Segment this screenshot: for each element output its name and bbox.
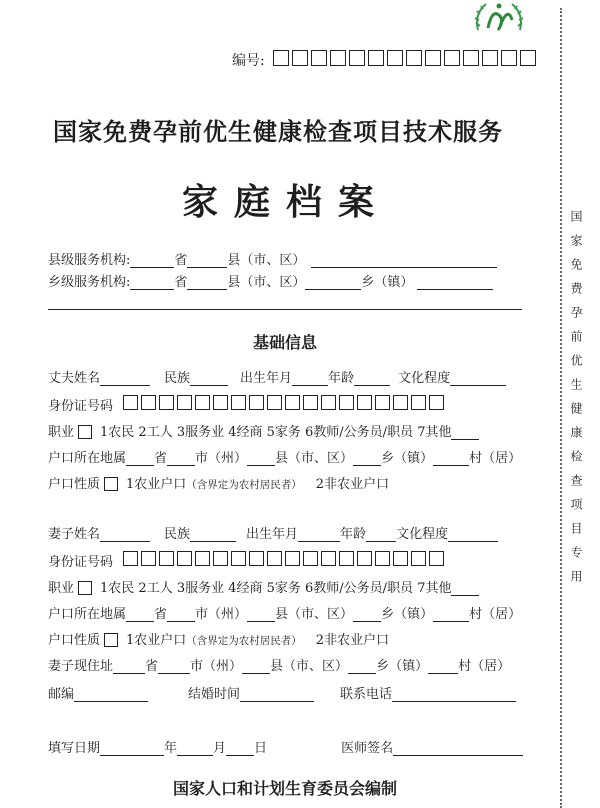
id-digit-box[interactable] [123,395,138,410]
id-digit-box[interactable] [375,551,390,566]
county-field[interactable] [187,276,227,290]
year-unit: 年 [164,741,178,756]
id-digit-box[interactable] [177,551,192,566]
id-digit-box[interactable] [321,395,336,410]
wife-birth-label: 出生年月 [246,527,299,542]
wife-ethnicity-field[interactable] [190,528,236,542]
binding-line [560,8,562,808]
id-digit-box[interactable] [285,551,300,566]
wife-hukou-type-row [48,630,389,648]
husband-basic-row [48,368,506,386]
husband-id-row [48,396,447,414]
county-unit: 县（市、区） [275,607,354,622]
wife-age-field[interactable] [366,528,396,542]
township-field[interactable] [305,276,361,290]
id-digit-box[interactable] [195,395,210,410]
husband-name-label: 丈夫姓名 [48,371,101,386]
township-institution-label: 乡级服务机构: [48,275,131,290]
province-field[interactable] [126,452,154,466]
province-unit: 省 [174,253,188,268]
city-unit: 市（州） [190,659,243,674]
hukou-option-non-agricultural: 2非农业户口 [315,477,390,492]
serial-digit-box[interactable] [444,50,460,66]
id-digit-box[interactable] [429,395,444,410]
id-digit-box[interactable] [393,551,408,566]
county-field[interactable] [247,452,275,466]
main-title: 国家免费孕前优生健康检查项目技术服务 [53,118,503,146]
serial-digit-box[interactable] [311,50,327,66]
id-digit-box[interactable] [141,551,156,566]
village-field[interactable] [433,452,469,466]
id-digit-box[interactable] [357,395,372,410]
id-digit-box[interactable] [195,551,210,566]
husband-occupation-other-field[interactable] [451,426,479,440]
serial-digit-box[interactable] [463,50,479,66]
serial-digit-box[interactable] [330,50,346,66]
id-digit-box[interactable] [303,395,318,410]
city-unit: 市（州） [195,451,248,466]
husband-id-boxes[interactable] [123,395,447,414]
phone-label: 联系电话 [340,687,393,702]
wife-education-label: 文化程度 [396,527,449,542]
id-digit-box[interactable] [213,395,228,410]
province-unit: 省 [154,607,168,622]
province-field[interactable] [130,254,174,268]
husband-birth-field[interactable] [292,372,328,386]
county-field[interactable] [247,608,275,622]
wife-education-field[interactable] [448,528,498,542]
divider [48,309,522,310]
county-institution-label: 县级服务机构: [48,253,131,268]
wife-name-label: 妻子姓名 [48,527,101,542]
wife-hukou-location-label: 户口所在地属 [48,607,127,622]
township-unit: 乡（镇） [381,607,434,622]
wife-id-label: 身份证号码 [48,555,114,570]
wife-occupation-checkbox[interactable] [78,581,92,595]
city-unit: 市（州） [195,607,248,622]
province-unit: 省 [145,659,159,674]
wife-id-row [48,552,447,570]
marriage-date-label: 结婚时间 [188,687,241,702]
husband-birth-label: 出生年月 [240,371,293,386]
id-digit-box[interactable] [213,551,228,566]
serial-digit-box[interactable] [482,50,498,66]
id-digit-box[interactable] [411,551,426,566]
id-digit-box[interactable] [429,551,444,566]
serial-digit-box[interactable] [425,50,441,66]
day-unit: 日 [254,741,268,756]
village-field[interactable] [428,660,458,674]
id-digit-box[interactable] [123,551,138,566]
wife-occupation-row [48,578,479,596]
serial-digit-box[interactable] [406,50,422,66]
fill-year-field[interactable] [100,742,164,756]
id-digit-box[interactable] [393,395,408,410]
county-unit: 县（市、区） [275,451,354,466]
wife-id-boxes[interactable] [123,551,447,570]
wife-birth-field[interactable] [298,528,340,542]
id-digit-box[interactable] [249,551,264,566]
id-digit-box[interactable] [231,395,246,410]
wife-name-field[interactable] [100,528,150,542]
serial-digit-box[interactable] [520,50,536,66]
side-label: 国家免费孕前优生健康检查项目专用 [569,210,583,594]
id-digit-box[interactable] [357,551,372,566]
husband-education-label: 文化程度 [398,371,451,386]
footer-publisher: 国家人口和计划生育委员会编制 [172,779,397,798]
id-digit-box[interactable] [267,395,282,410]
township-field[interactable] [348,660,376,674]
township-unit: 乡（镇） [361,275,414,290]
serial-digit-box[interactable] [292,50,308,66]
id-digit-box[interactable] [267,551,282,566]
husband-id-label: 身份证号码 [48,399,114,414]
husband-education-field[interactable] [450,372,506,386]
county-institution-row [48,250,497,268]
county-field[interactable] [187,254,227,268]
husband-occupation-options: 1农民 2工人 3服务业 4经商 5家务 6教师/公务员/职员 7其他 [100,425,452,440]
township-unit: 乡（镇） [381,451,434,466]
id-digit-box[interactable] [411,395,426,410]
husband-age-field[interactable] [354,372,390,386]
province-unit: 省 [154,451,168,466]
husband-hukou-checkbox[interactable] [104,477,118,491]
husband-ethnicity-field[interactable] [190,372,228,386]
wife-ethnicity-label: 民族 [164,527,191,542]
township-unit: 乡（镇） [376,659,429,674]
province-field[interactable] [126,608,154,622]
husband-hukou-type-label: 户口性质 [48,477,101,492]
program-logo [470,0,528,40]
document-title: 家庭档案 [181,182,390,223]
serial-boxes[interactable] [273,50,539,70]
hukou-option-agricultural: 1农业户口 [126,633,187,648]
postcode-field[interactable] [74,688,148,702]
id-digit-box[interactable] [249,395,264,410]
village-field[interactable] [433,608,469,622]
wife-residence-row [48,656,510,674]
wife-hukou-location-row [48,604,521,622]
husband-hukou-location-row [48,448,521,466]
county-field[interactable] [242,660,270,674]
city-field[interactable] [167,608,195,622]
husband-name-field[interactable] [100,372,150,386]
serial-digit-box[interactable] [349,50,365,66]
serial-digit-box[interactable] [501,50,517,66]
id-digit-box[interactable] [375,395,390,410]
id-digit-box[interactable] [285,395,300,410]
township-field[interactable] [353,452,381,466]
township-institution-row [48,272,493,290]
hukou-option-note: （含界定为农村居民者） [186,635,302,647]
section-title: 基础信息 [252,333,317,352]
province-field[interactable] [130,276,174,290]
county-unit: 县（市、区） [227,275,306,290]
city-field[interactable] [158,660,190,674]
husband-age-label: 年龄 [328,371,355,386]
wife-occupation-label: 职业 [48,581,75,596]
institution-name-field[interactable] [417,276,493,290]
fill-month-field[interactable] [177,742,213,756]
village-unit: 村（居） [469,607,522,622]
husband-occupation-row [48,422,479,440]
contact-row [48,684,516,702]
husband-occupation-checkbox[interactable] [78,425,92,439]
phone-field[interactable] [392,688,516,702]
doctor-signature-field[interactable] [393,742,523,756]
fill-date-label: 填写日期 [48,741,101,756]
id-digit-box[interactable] [231,551,246,566]
hukou-option-note: （含界定为农村居民者） [186,479,302,491]
fill-date-row [48,738,523,756]
province-unit: 省 [174,275,188,290]
fill-day-field[interactable] [226,742,254,756]
id-digit-box[interactable] [303,551,318,566]
serial-number [232,50,539,70]
hukou-option-agricultural: 1农业户口 [126,477,187,492]
village-unit: 村（居） [469,451,522,466]
doctor-signature-label: 医师签名 [341,741,394,756]
wife-residence-label: 妻子现住址 [48,659,114,674]
husband-hukou-location-label: 户口所在地属 [48,451,127,466]
village-unit: 村（居） [458,659,511,674]
postcode-label: 邮编 [48,687,75,702]
county-unit: 县（市、区） [227,253,306,268]
serial-digit-box[interactable] [387,50,403,66]
husband-occupation-label: 职业 [48,425,75,440]
id-digit-box[interactable] [339,551,354,566]
province-field[interactable] [113,660,145,674]
id-digit-box[interactable] [177,395,192,410]
wife-occupation-options: 1农民 2工人 3服务业 4经商 5家务 6教师/公务员/职员 7其他 [100,581,452,596]
township-field[interactable] [353,608,381,622]
wife-hukou-type-label: 户口性质 [48,633,101,648]
id-digit-box[interactable] [321,551,336,566]
month-unit: 月 [213,741,227,756]
marriage-date-field[interactable] [240,688,314,702]
wife-basic-row [48,524,498,542]
serial-label: 编号: [232,53,265,69]
county-unit: 县（市、区） [270,659,349,674]
wife-occupation-other-field[interactable] [451,582,479,596]
id-digit-box[interactable] [159,395,174,410]
serial-digit-box[interactable] [368,50,384,66]
institution-name-field[interactable] [311,254,497,268]
hukou-option-non-agricultural: 2非农业户口 [315,633,390,648]
husband-hukou-type-row [48,474,389,492]
wife-age-label: 年龄 [340,527,367,542]
id-digit-box[interactable] [339,395,354,410]
serial-digit-box[interactable] [273,50,289,66]
husband-ethnicity-label: 民族 [164,371,191,386]
id-digit-box[interactable] [159,551,174,566]
city-field[interactable] [167,452,195,466]
id-digit-box[interactable] [141,395,156,410]
wife-hukou-checkbox[interactable] [104,633,118,647]
